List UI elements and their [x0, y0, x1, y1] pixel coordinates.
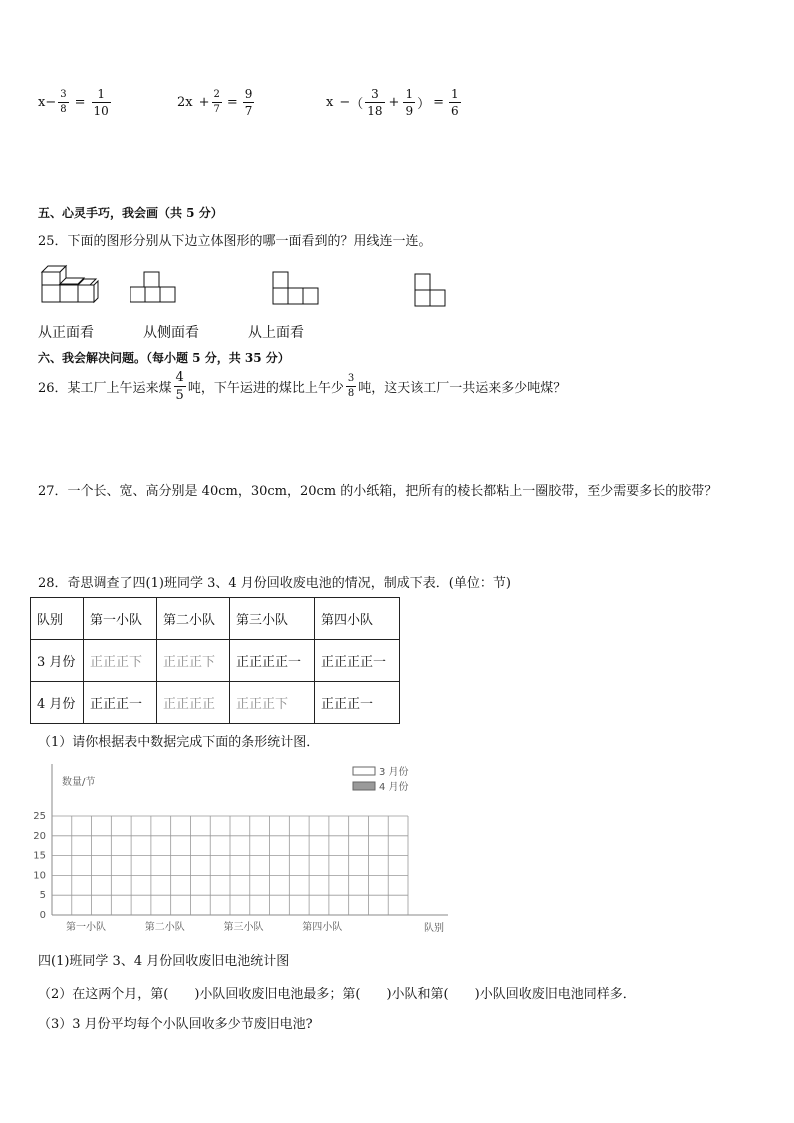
question-25: 25．下面的图形分别从下边立体图形的哪一面看到的？用线连一连。: [38, 234, 432, 249]
section-5-heading: 五、心灵手巧，我会画（共 5 分）: [38, 206, 223, 220]
legend-label-april: 4 月份: [379, 782, 409, 793]
tally-cell: 正正正正一: [315, 640, 400, 682]
tally-cell: 正正正下: [157, 640, 230, 682]
table-header-row: [31, 598, 400, 640]
bar-chart: [30, 758, 450, 938]
chart-y-ticks: [33, 811, 46, 921]
eq2-equals: =: [226, 95, 238, 110]
view-shape-2: [272, 270, 320, 306]
question-28: 28．奇思调查了四(1)班同学 3、4 月份回收废电池的情况，制成下表．(单位：节): [38, 576, 511, 591]
x-tick-label: 第四小队: [302, 922, 343, 933]
legend-swatch-april: [353, 782, 375, 790]
chart-title: 四(1)班同学 3、4 月份回收废旧电池统计图: [38, 954, 290, 969]
eq3-minus: −: [339, 95, 351, 110]
y-tick-label: 25: [33, 811, 46, 822]
solid-figure: [38, 264, 100, 304]
equation-1: [38, 88, 113, 117]
tally-cell: 正正正一: [84, 682, 157, 724]
question-26: [38, 371, 566, 402]
equation-3: [326, 88, 463, 117]
q26-text-2: 吨，下午运进的煤比上午少: [187, 381, 344, 396]
eq1-fraction-1: $\frac{3}{8}$: [60, 89, 67, 115]
question-28-part-2: （2）在这两个月，第( )小队回收废旧电池最多；第( )小队和第( )小队回收废旧电池同样多．: [38, 987, 636, 1002]
eq2-fraction-1: $\frac{2}{7}$: [213, 89, 220, 115]
eq3-fraction-3: $\frac{1}{6}$: [451, 87, 459, 118]
eq3-rparen: ）: [417, 97, 431, 112]
x-tick-label: 第二小队: [144, 922, 185, 933]
eq2-fraction-2: $\frac{9}{7}$: [244, 87, 253, 118]
legend-swatch-march: [353, 767, 375, 775]
eq3-lparen: （: [350, 97, 364, 112]
eq1-var: x: [38, 95, 46, 110]
eq3-var: x: [326, 95, 334, 110]
eq2-plus: +: [198, 95, 210, 110]
y-tick-label: 0: [39, 910, 46, 921]
header-cell: 第四小队: [315, 598, 400, 640]
tally-table: [30, 597, 400, 724]
eq3-plus: +: [388, 95, 400, 110]
tally-cell: 正正正下: [230, 682, 315, 724]
row-label: 3 月份: [31, 640, 84, 682]
q26-fraction-2: $\frac{3}{8}$: [347, 373, 355, 399]
eq3-fraction-1: $\frac{3}{18}$: [367, 87, 383, 118]
y-axis-label: 数量/节: [62, 777, 96, 788]
header-cell: 第一小队: [84, 598, 157, 640]
eq1-equals: =: [74, 95, 86, 110]
label-top-view: 从上面看: [248, 325, 304, 341]
header-cell: 队别: [31, 598, 84, 640]
y-tick-label: 15: [33, 850, 46, 862]
eq1-fraction-2: $\frac{1}{10}$: [93, 87, 109, 118]
q26-fraction-1: $\frac{4}{5}$: [175, 370, 184, 403]
equation-2: [177, 88, 256, 117]
q26-text-3: 吨，这天该工厂一共运来多少吨煤？: [358, 381, 567, 396]
question-28-part-1: （1）请你根据表中数据完成下面的条形统计图．: [38, 735, 320, 750]
row-label: 4 月份: [31, 682, 84, 724]
x-tick-label: 第三小队: [223, 922, 264, 933]
header-cell: 第二小队: [157, 598, 230, 640]
chart-x-ticks: [66, 920, 342, 933]
x-axis-label: 队别: [424, 923, 444, 934]
header-cell: 第三小队: [230, 598, 315, 640]
bar-chart-svg: [30, 758, 450, 938]
section-6-heading: 六、我会解决问题。（每小题 5 分，共 35 分）: [38, 351, 290, 365]
view-shape-3: [414, 272, 448, 308]
table-row: [31, 682, 400, 724]
tally-cell: 正正正一: [315, 682, 400, 724]
label-front-view: 从正面看: [38, 325, 94, 341]
eq3-equals: =: [433, 95, 445, 110]
label-side-view: 从侧面看: [143, 325, 199, 341]
tally-cell: 正正正正一: [230, 640, 315, 682]
tally-cell: 正正正正: [157, 682, 230, 724]
eq1-minus: −: [45, 95, 57, 110]
legend-label-march: 3 月份: [379, 767, 409, 778]
view-shape-1: [130, 270, 176, 304]
table-row: [31, 640, 400, 682]
x-tick-label: 第一小队: [66, 922, 106, 933]
tally-cell: 正正正下: [84, 640, 157, 682]
question-27: 27．一个长、宽、高分别是 40cm，30cm，20cm 的小纸箱，把所有的棱长都粘上一圈胶带，至少需要多长的胶带？: [38, 484, 718, 499]
eq3-fraction-2: $\frac{1}{9}$: [405, 87, 414, 118]
q26-text-1: 26．某工厂上午运来煤: [38, 381, 172, 396]
y-tick-label: 10: [33, 870, 46, 882]
eq2-var: 2x: [177, 95, 193, 110]
question-28-part-3: （3）3 月份平均每个小队回收多少节废旧电池?: [38, 1017, 313, 1032]
y-tick-label: 5: [39, 890, 46, 902]
y-tick-label: 20: [33, 830, 46, 842]
